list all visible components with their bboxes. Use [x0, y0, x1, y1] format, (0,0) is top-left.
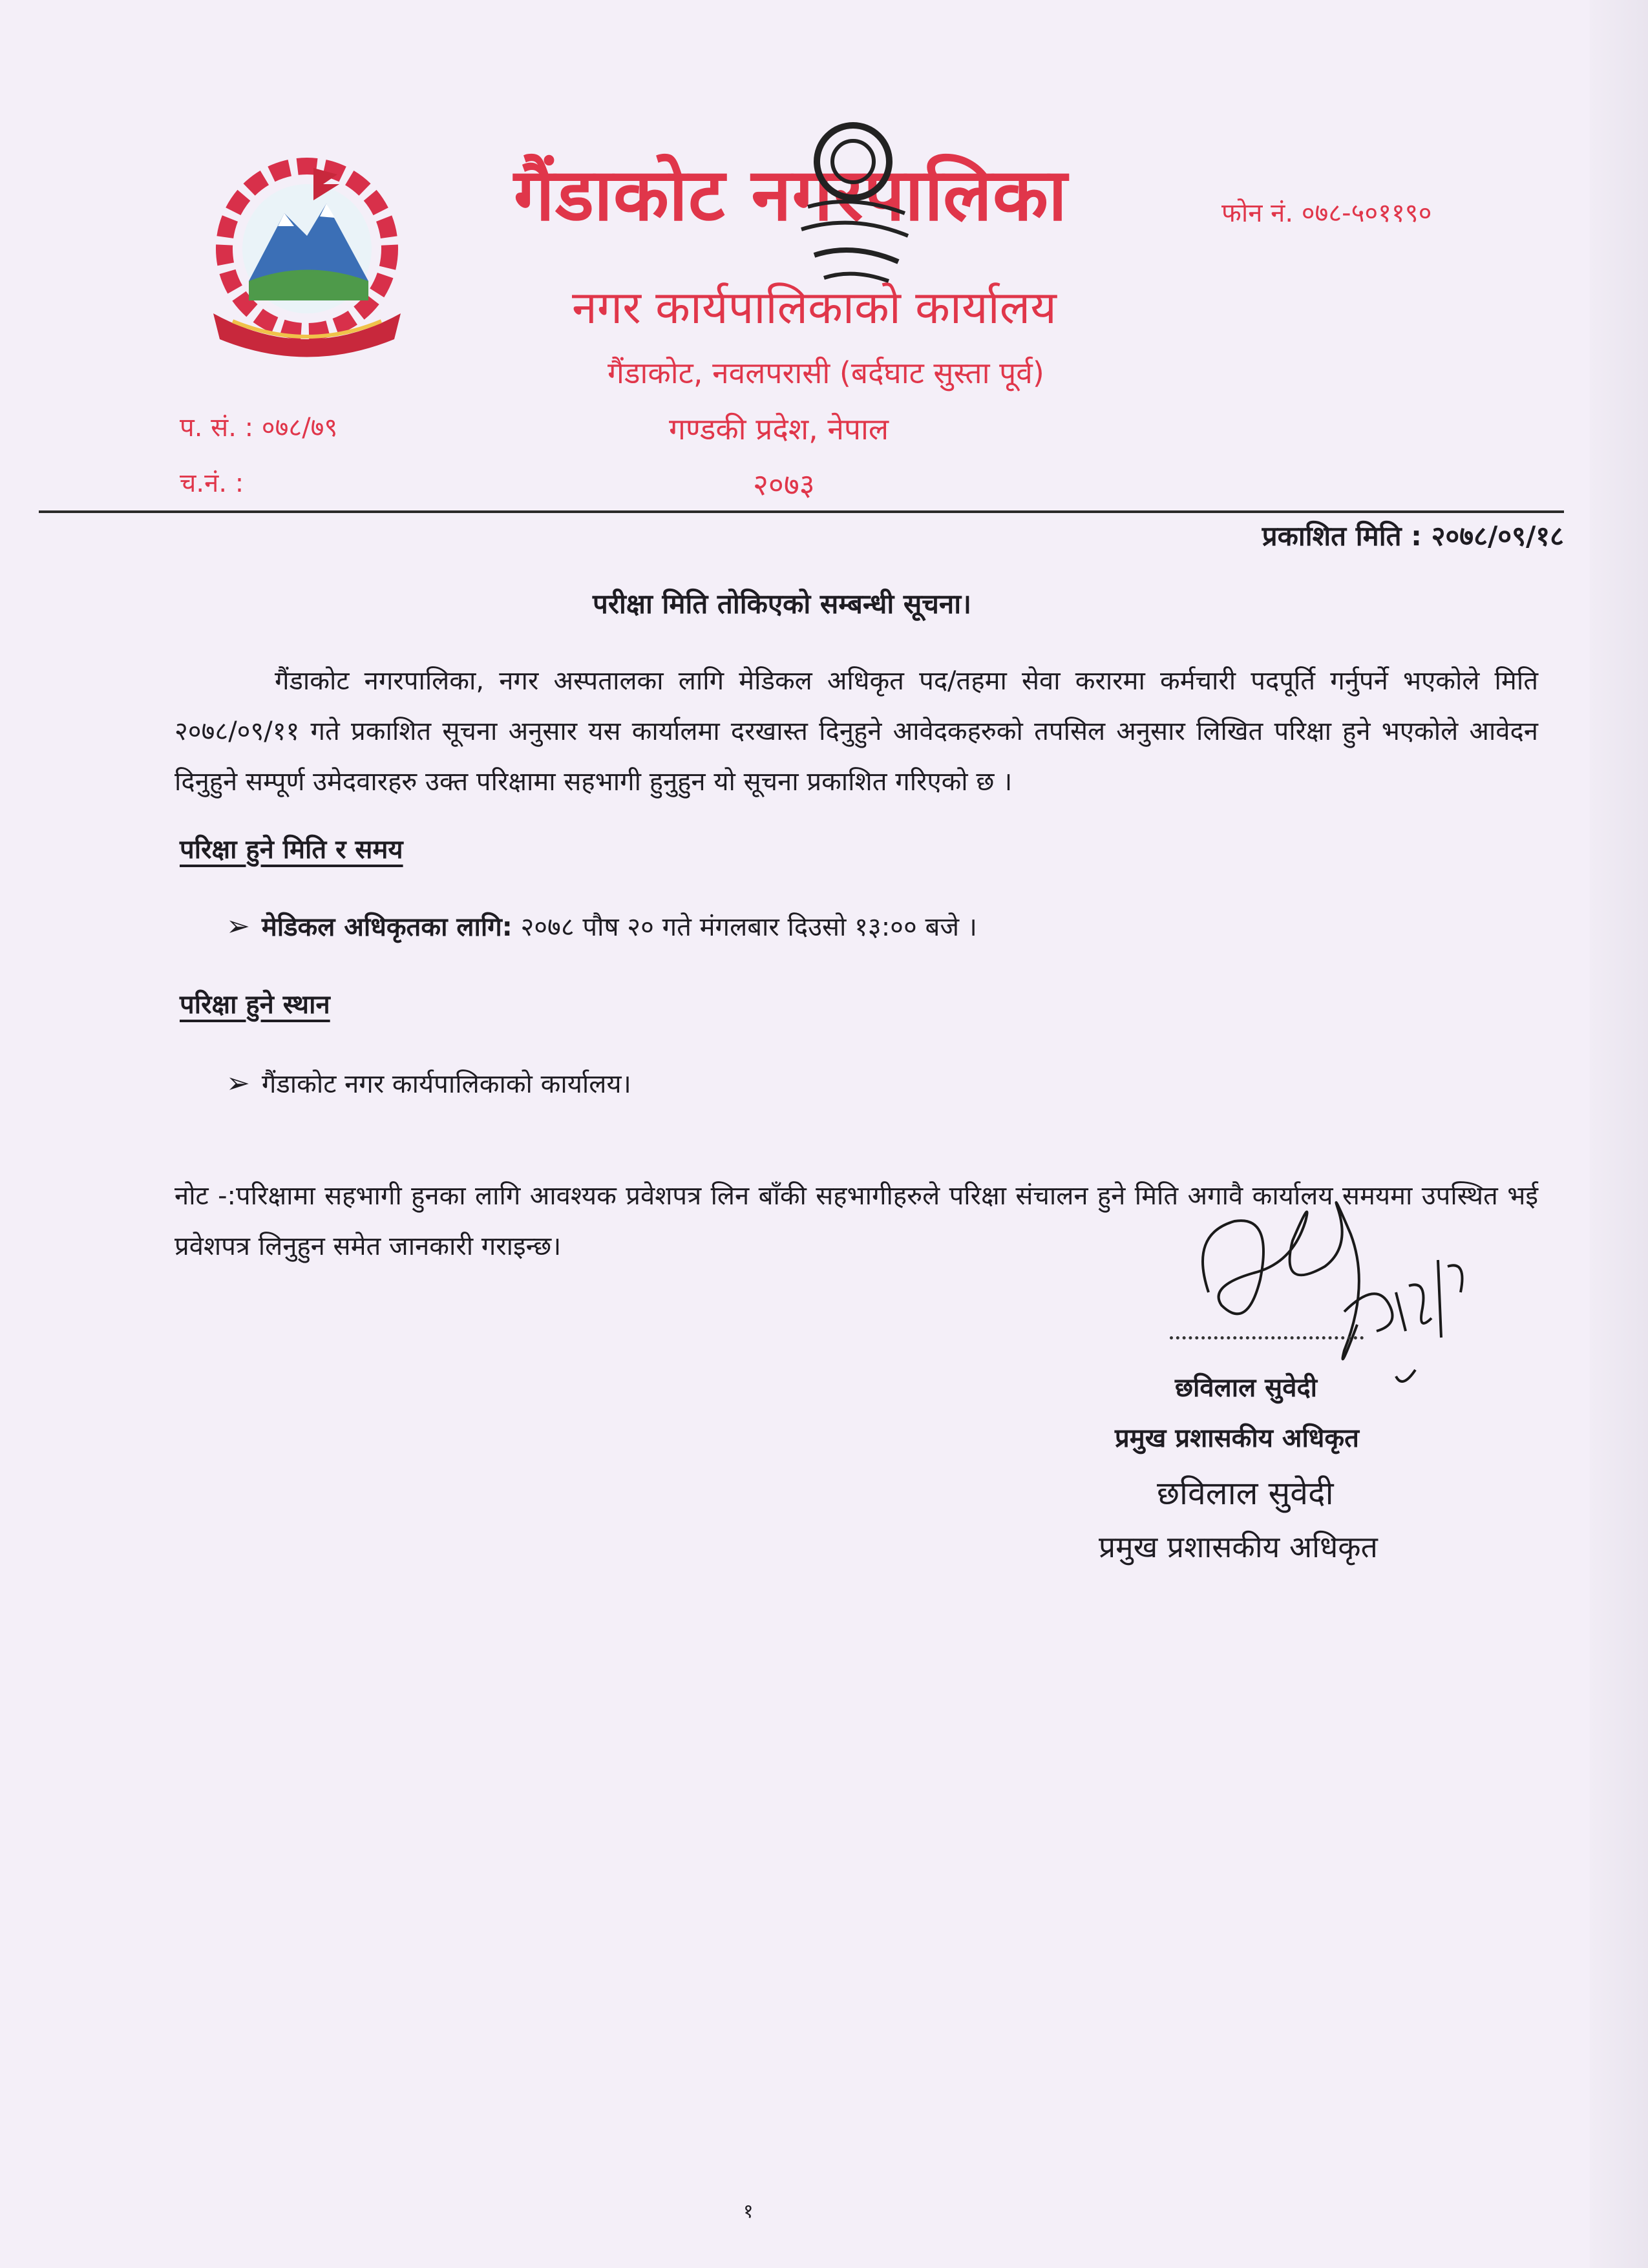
arrowhead-bullet-icon: ➢ [226, 1067, 250, 1100]
signatory-title: प्रमुख प्रशासकीय अधिकृत [1115, 1423, 1359, 1453]
exam-time-heading: परिक्षा हुने मिति र समय [180, 835, 403, 865]
exam-venue-value: गैंडाकोट नगर कार्यपालिकाको कार्यालय। [261, 1069, 631, 1099]
exam-time-value: २०७८ पौष २० गते मंगलबार दिउसो १३:०० बजे । [520, 912, 977, 942]
office-subtitle: नगर कार्यपालिकाको कार्यालय [572, 281, 1057, 334]
signature-line [1170, 1336, 1364, 1339]
published-date: प्रकाशित मिति : २०७८/०९/१८ [1262, 520, 1564, 552]
page-mark: १ [743, 2200, 754, 2223]
notice-note: नोट -:परिक्षामा सहभागी हुनका लागि आवश्यक प्रवेशपत्र लिन बाँकी सहभागीहरुले परिक्षा संचालन हुने मिति अगावै कार्यालय समयमा उपस्थित भई प्रवेशपत्र लिनुहुन समेत जानकारी गराइन्छ। [174, 1181, 1538, 1261]
phone-number: फोन नं. ०७८-५०११९० [1221, 198, 1432, 228]
municipality-title: गैंडाकोट नगरपालिका [514, 153, 1068, 237]
office-address: गैंडाकोट, नवलपरासी (बर्दघाट सुस्ता पूर्व) [607, 355, 1044, 390]
exam-time-label: मेडिकल अधिकृतका लागि: [261, 912, 512, 942]
exam-venue-heading: परिक्षा हुने स्थान [180, 990, 330, 1020]
exam-time-item [226, 908, 977, 943]
notice-subject: परीक्षा मिति तोकिएको सम्बन्धी सूचना। [592, 588, 972, 620]
name-stamp: छविलाल सुवेदी [1157, 1475, 1334, 1512]
dispatch-number: च.नं. : [180, 468, 244, 498]
reference-number: प. सं. : ०७८/७९ [180, 413, 338, 443]
arrowhead-bullet-icon: ➢ [226, 910, 250, 943]
title-stamp: प्रमुख प्रशासकीय अधिकृत [1099, 1529, 1378, 1564]
handwritten-signature [1183, 1182, 1493, 1396]
nepal-emblem-icon [187, 152, 427, 365]
establishment-year: २०७३ [753, 467, 815, 502]
header-divider [39, 510, 1564, 513]
signatory-name: छविलाल सुवेदी [1175, 1373, 1318, 1403]
scan-edge [1590, 0, 1648, 2268]
notice-body: गैंडाकोट नगरपालिका, नगर अस्पतालका लागि मेडिकल अधिकृत पद/तहमा सेवा करारमा कर्मचारी पदपूर्ति गर्नुपर्ने भएकोले मिति २०७८/०९/११ गते प्रकाशित सूचना अनुसार यस कार्यालमा दरखास्त दिनुहुने आवेदकहरुको तपसिल अनुसार लिखित परिक्षा हुने भएकोले आवेदन दिनुहुने सम्पूर्ण उमेदवारहरु उक्त परिक्षामा सहभागी हुनुहुन यो सूचना प्रकाशित गरिएको छ । [174, 666, 1538, 797]
office-province: गण्डकी प्रदेश, नेपाल [669, 412, 889, 446]
exam-venue-item [226, 1065, 631, 1100]
